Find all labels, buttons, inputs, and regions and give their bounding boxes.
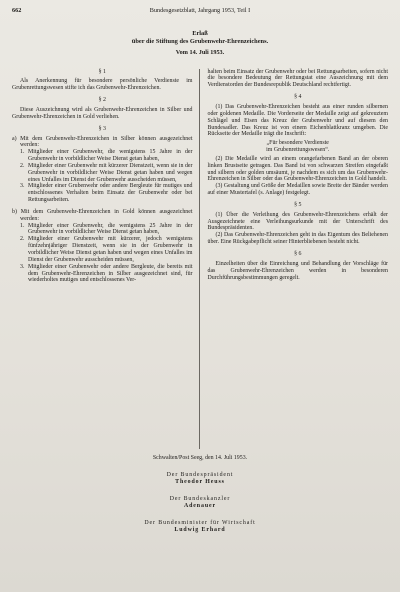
body-columns: [12, 69, 388, 449]
signature-block: [12, 472, 388, 486]
place-and-date: Schwalten/Post Seeg, den 14. Juli 1953.: [152, 454, 248, 461]
list-item: [12, 223, 193, 237]
list-item: [12, 236, 193, 263]
signatory-role: Der Bundeskanzler: [169, 495, 231, 502]
list-item: [12, 163, 193, 184]
section-3b-intro: b) Mit dem Grubenwehr-Ehrenzeichen in Gold können ausgezeichnet werden:: [12, 208, 193, 222]
list-item-text: Mitglieder einer Grubenwehr oder andere Bergleute, die bereits mit dem Grubenwehr-Ehrenzeichen in Silber ausgezeichnet sind, für wiederholtes mutiges und entschlossenes Ver-: [28, 263, 193, 284]
list-item-number: 3.: [20, 183, 25, 190]
list-item-number: 1.: [20, 149, 25, 156]
list-item-number: 2.: [20, 236, 25, 243]
signatory-name: Adenauer: [183, 502, 217, 509]
list-item-number: 1.: [20, 222, 25, 229]
section-3-continuation: halten beim Einsatz der Grubenwehr oder bei Rettungsarbeiten, sofern nicht die besondere Bedeutung der Rettungstat eine Auszeichnung mit dem Verdienstorden der Bundesrepublik Deutschland rechtfertigt.: [207, 68, 388, 89]
medal-inscription-line1: „Für besondere Verdienste: [266, 140, 329, 147]
signature-block: [12, 496, 388, 510]
page-number: 662: [12, 7, 22, 14]
decree-title-line1: Erlaß: [192, 30, 208, 37]
section-3a-intro: a) Mit dem Grubenwehr-Ehrenzeichen in Silber können ausgezeichnet werden:: [12, 135, 193, 149]
section-6-text: Einzelheiten über die Einreichung und Behandlung der Vorschläge für das Grubenwehr-Ehrenzeichen werden in besonderen Durchführungsbestimmungen geregelt.: [207, 260, 388, 281]
signatory-role: Der Bundesminister für Wirtschaft: [144, 519, 256, 526]
section-4-paragraph-1: (1) Das Grubenwehr-Ehrenzeichen besteht aus einer runden silbernen oder goldenen Medaille. Die Vorderseite der Medaille zeigt auf gekreuztem Schlägel und Eisen das Kreuz der Grubenwehr und auf diesem den Bundesadler. Das Kreuz ist von einem Eichenblattkranz umgeben. Die Rückseite der Medaille trägt die Inschrift:: [207, 103, 388, 138]
decree-title: [12, 30, 388, 46]
section-1-text: Als Anerkennung für besondere persönliche Verdienste im Grubenrettungswesen stifte ich das Grubenwehr-Ehrenzeichen.: [12, 78, 193, 92]
section-4-paragraph-2: (2) Die Medaille wird an einem orangefarbenen Band an der oberen linken Brustseite getragen. Das Band ist von schwarzen Streifen eingefaßt und silbern oder golden umsäumt, je nachdem es sich um das Grubenwehr-Ehrenzeichen in Silber oder das Grubenwehr-Ehrenzeichen in Gold handelt.: [207, 155, 388, 183]
list-item-text: Mitglieder einer Grubenwehr mit kürzerer Dienstzeit, wenn sie in der Grubenwehr in vorbildlicher Weise Dienst getan haben und wegen eines Unfalles im Dienst der Grubenwehr ausscheiden müssen,: [28, 162, 193, 183]
section-2-heading: § 2: [98, 97, 106, 104]
list-item: [12, 264, 193, 285]
decree-date: Vom 14. Juli 1953.: [175, 48, 225, 56]
signatory-role: Der Bundespräsident: [166, 471, 234, 478]
decree-title-line2: über die Stiftung des Grubenwehr-Ehrenzeichens.: [131, 37, 269, 45]
signatory-name: Ludwig Erhard: [174, 526, 226, 533]
right-column: [199, 69, 389, 449]
list-item-number: 2.: [20, 162, 25, 169]
section-5-paragraph-1: (1) Über die Verleihung des Grubenwehr-Ehrenzeichens erhält der Ausgezeichnete eine Verleihungsurkunde mit der Unterschrift des Bundespräsidenten.: [207, 211, 388, 232]
section-6-heading: § 6: [294, 251, 302, 257]
medal-inscription-line2: im Grubenrettungswesen“.: [266, 147, 330, 154]
list-item: [12, 149, 193, 163]
section-2-text: Diese Auszeichnung wird als Grubenwehr-Ehrenzeichen in Silber und Grubenwehr-Ehrenzeichen in Gold verliehen.: [12, 106, 193, 120]
section-3-heading: § 3: [98, 125, 106, 132]
list-item-text: Mitglieder einer Grubenwehr oder andere Bergleute für mutiges und entschlossenes Verhalten beim Einsatz der Grubenwehr oder bei Rettungsarbeiten.: [28, 183, 193, 204]
list-item-text: Mitglieder einer Grubenwehr, die wenigstens 15 Jahre in der Grubenwehr in vorbildlicher Weise Dienst getan haben,: [28, 149, 193, 163]
list-item-text: Mitglieder einer Grubenwehr mit kürzerer, jedoch wenigstens fünfzehnjähriger Dienstzeit, wenn sie in der Grubenwehr in vorbildlicher Weise Dienst getan haben und wegen eines Unfalles im Dienst der Grubenwehr ausscheiden müssen,: [28, 236, 193, 263]
list-item-text: Mitglieder einer Grubenwehr, die wenigstens 25 Jahre in der Grubenwehr in vorbildlicher Weise Dienst getan haben,: [28, 222, 193, 236]
section-5-paragraph-2: (2) Das Grubenwehr-Ehrenzeichen geht in das Eigentum des Beliehenen über. Eine Rückgabepflicht seiner Hinterbliebenen besteht nicht.: [207, 232, 388, 246]
page-header: [12, 7, 388, 16]
section-4-paragraph-3: (3) Gestaltung und Größe der Medaillen sowie Breite der Bänder werden auf einer Mustertafel (s. Anlage) festgelegt.: [207, 183, 388, 197]
list-item: [12, 183, 193, 204]
section-1-heading: § 1: [98, 68, 106, 75]
signatory-name: Theodor Heuss: [175, 478, 225, 485]
medal-inscription: [208, 140, 389, 154]
signature-block: [12, 520, 388, 534]
list-item-number: 3.: [20, 263, 25, 270]
left-column: [12, 69, 199, 449]
section-4-heading: § 4: [294, 94, 302, 101]
running-title: Bundesgesetzblatt, Jahrgang 1953, Teil I: [149, 7, 251, 14]
section-5-heading: § 5: [294, 201, 302, 208]
